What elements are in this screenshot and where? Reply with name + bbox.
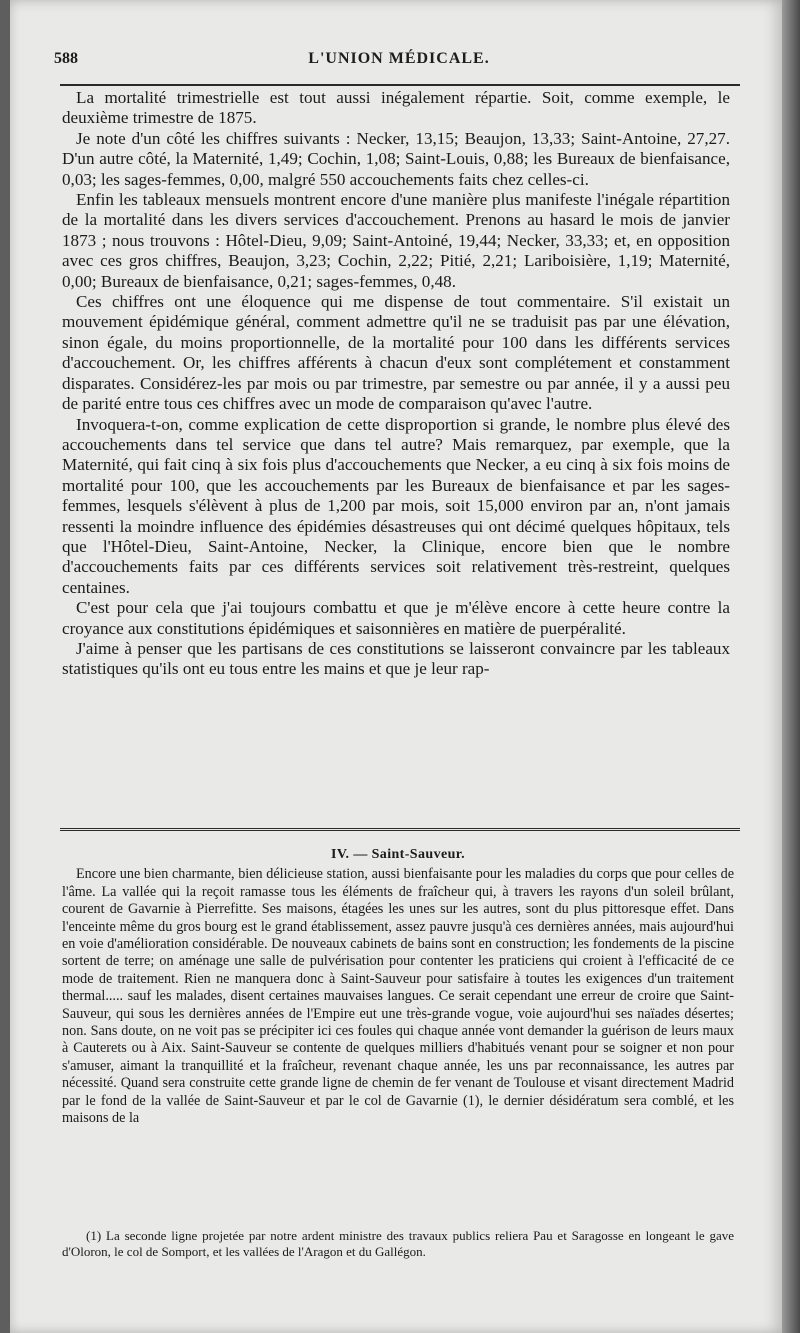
section-heading: IV. — Saint-Sauveur. [330, 847, 466, 862]
paragraph: J'aime à penser que les partisans de ces constitutions se laisseront convaincre par les tableaux statistiques qu'ils ont eu tous entre les mains et que je leur rap- [62, 638, 730, 679]
paragraph: C'est pour cela que j'ai toujours combattu et que je m'élève encore à cette heure contre la croyance aux constitutions épidémiques et saisonnières en matière de puerpéralité. [62, 598, 730, 638]
section-paragraph: Encore une bien charmante, bien délicieuse station, aussi bienfaisante pour les maladies du corps que pour celles de l'âme. La vallée qui la reçoit ramasse tous les éléments de fraîcheur qui, à travers les rayons d'un soleil brûlant, courent de Gavarnie à Pierrefitte. Ses maisons, étagées les unes sur les autres, sont du plus pittoresque effet. Dans l'enceinte même du gros bourg est le grand établissement, assez pauvre jusqu'à ces dernières années, mais aujourd'hui en voie d'amélioration considérable. De nouveaux cabinets de bains sont en construction; les fondements de la piscine sortent de terre; on aménage une salle de pulvérisation pour contenter les praticiens qui croient à l'efficacité de ce mode de traitement. Rien ne manquera donc à Saint-Sauveur pour satisfaire à toutes les exigences d'un traitement thermal..... sauf les malades, disent certaines mauvaises langues. Ce serait cependant une erreur de croire que Saint-Sauveur, qui sous les dernières années de l'Empire eut une très-grande vogue, voie aujourd'hui ses naïades désertes; non. Sans doute, on ne voit pas se précipiter ici ces foules qui chaque année vont demander la guérison de leurs maux à Cauterets ou à Aix. Saint-Sauveur se contente de quelques milliers d'habitués venant pour se soigner et non pour s'amuser, aimant la tranquillité et la fraîcheur, revenant chaque année, les uns par reconnaissance, les autres par nécessité. Quand sera construite cette grande ligne de chemin de fer venant de Toulouse et visant directement Madrid par le fond de la vallée de Saint-Sauveur et par le col de Gavarnie (1), le dernier désidératum sera comblé, et les maisons de la [62, 866, 734, 1127]
page-edge-shadow [782, 0, 800, 1333]
saint-sauveur-section [62, 846, 734, 1128]
journal-title: L'UNION MÉDICALE. [308, 50, 490, 67]
page-number: 588 [54, 50, 78, 67]
book-page [10, 0, 782, 1333]
paragraph: Ces chiffres ont une éloquence qui me dispense de tout commentaire. S'il existait un mouvement épidémique général, comment admettre qu'il ne se traduisit pas par une élévation, sinon égale, du moins proportionnelle, de la mortalité pour 100 dans les différents services d'accouchement. Or, les chiffres afférents à chacun d'eux sont complétement et constamment disparates. Considérez-les par mois ou par trimestre, par semestre ou par année, il y a aussi peu de parité entre tous ces chiffres avec un mode de comparaison qu'avec l'autre. [62, 292, 730, 414]
main-text [62, 88, 730, 680]
section-divider [60, 828, 740, 834]
paragraph: La mortalité trimestrielle est tout aussi inégalement répartie. Soit, comme exemple, le deuxième trimestre de 1875. [62, 88, 730, 128]
running-head [52, 44, 746, 74]
paragraph: Enfin les tableaux mensuels montrent encore d'une manière plus manifeste l'inégale répartition de la mortalité dans les divers services d'accouchement. Prenons au hasard le mois de janvier 1873 ; nous trouvons : Hôtel-Dieu, 9,09; Saint-Antoiné, 19,44; Necker, 33,33; et, en opposition avec ces gros chiffres, Beaujon, 3,23; Cochin, 2,22; Pitié, 2,21; Lariboisière, 1,19; Maternité, 0,00; Bureaux de bienfaisance, 0,21; sages-femmes, 0,48. [62, 190, 730, 291]
paragraph: Invoquera-t-on, comme explication de cette disproportion si grande, le nombre plus élevé des accouchements dans tel service que dans tel autre? Mais remarquez, par exemple, que la Maternité, qui fait cinq à six fois plus d'accouchements que Necker, a eu cinq à six fois moins de mortalité pour 100, que les accouchements par les Bureaux de bienfaisance et par les sages-femmes, lesquels s'élèvent à plus de 1,200 par mois, soit 15,000 environ par an, n'ont jamais ressenti la moindre influence des épidémies désastreuses qui ont décimé quelques hôpitaux, tels que l'Hôtel-Dieu, Saint-Antoine, Necker, la Clinique, encore bien que le nombre d'accouchements faits par ces différents services soit relativement très-restreint, quelques centaines. [62, 414, 730, 597]
paragraph: Je note d'un côté les chiffres suivants : Necker, 13,15; Beaujon, 13,33; Saint-Antoine, 27,27. D'un autre côté, la Maternité, 1,49; Cochin, 1,08; Saint-Louis, 0,88; les Bureaux de bienfaisance, 0,03; les sages-femmes, 0,00, malgré 550 accouchements faits chez celles-ci. [62, 128, 730, 189]
header-rule [60, 84, 740, 86]
footnote: (1) La seconde ligne projetée par notre ardent ministre des travaux publics reliera Pau et Saragosse en longeant le gave d'Oloron, le col de Somport, et les vallées de l'Aragon et du Gallégon. [62, 1228, 734, 1259]
